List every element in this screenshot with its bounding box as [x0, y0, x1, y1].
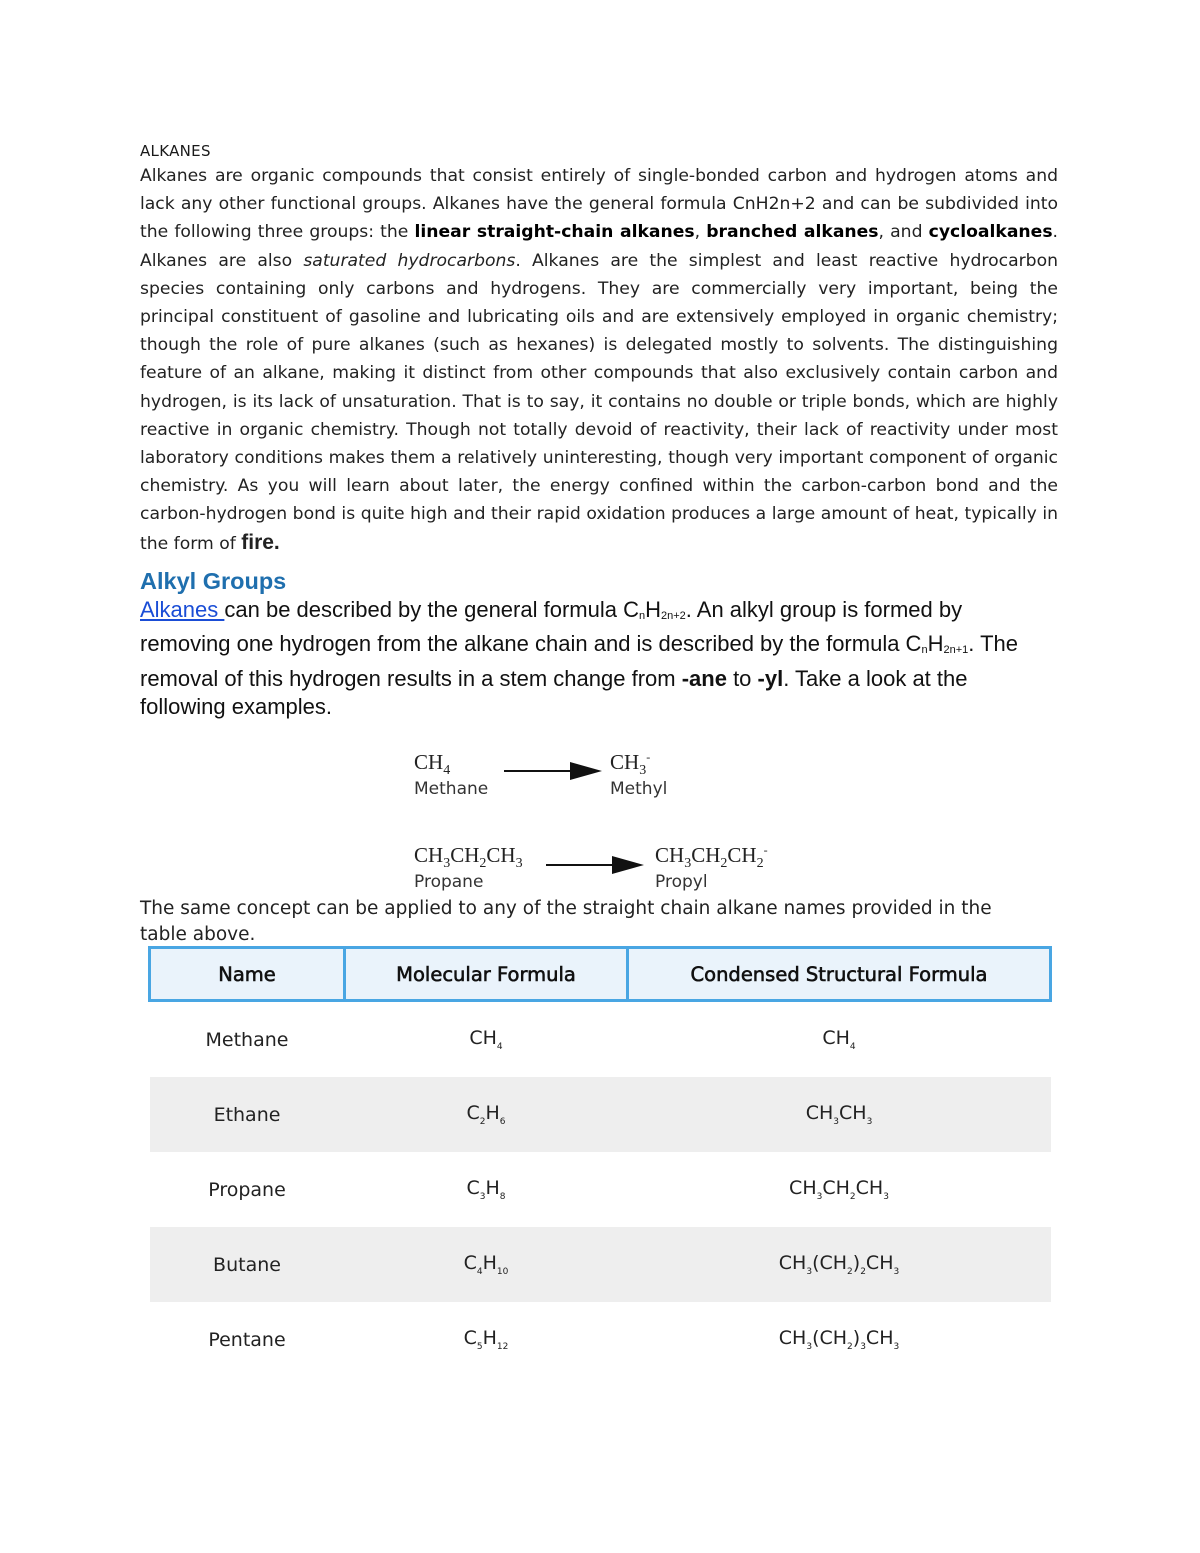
cell-name: Methane [205, 1028, 289, 1051]
alkanes-table [148, 946, 1052, 1377]
table-row [150, 1227, 1051, 1302]
table-row [150, 1001, 1051, 1078]
cell-molecular: $C_5H_{12}$ [463, 1327, 509, 1352]
document-body [140, 142, 1058, 722]
table-row [150, 1077, 1051, 1152]
methane-formula: $CH_4$ Methane [414, 750, 489, 800]
same-concept-paragraph: The same concept can be applied to any of the straight chain alkane names provided in the table above. [140, 898, 992, 945]
cell-molecular: $CH_4$ [469, 1027, 503, 1052]
cell-name: Propane [208, 1178, 286, 1201]
header-molecular-formula: Molecular Formula [345, 948, 628, 1001]
header-name: Name [150, 948, 345, 1001]
fire-word: fire. [241, 530, 280, 554]
cell-name: Ethane [150, 1077, 345, 1152]
cell-molecular: $C_3H_8$ [466, 1177, 506, 1202]
cell-condensed: $CH_3(CH_2)_2CH_3$ [628, 1227, 1051, 1302]
alkyl-groups-title: Alkyl Groups [140, 567, 287, 594]
cell-name: Butane [150, 1227, 345, 1302]
methyl-formula: $CH_3^-$ Methyl [610, 750, 668, 800]
table-header-row [150, 948, 1051, 1001]
propyl-formula: $CH_3CH_2CH_2^-$ Propyl [655, 843, 768, 893]
table-row [150, 1152, 1051, 1227]
alkyl-paragraph: Alkanes can be described by the general formula CnH2n+2. An alkyl group is formed by removing one hydrogen from the alkane chain and is described by the formula CnH2n+1. The removal of this hydrogen results in a stem change from -ane to -yl. Take a look at the following examples. [140, 596, 1018, 720]
bold-term: branched alkanes [706, 222, 879, 243]
intro-paragraph: Alkanes are organic compounds that consist entirely of single-bonded carbon and hydrogen atoms and lack any other functional groups. Alkanes have the general formula CnH2n+2 and can be subdivided into the following three groups: the linear straight-chain alkanes, branched alkanes, and cycloalkanes. Alkanes are also saturated hydrocarbons. Alkanes are the simplest and least reactive hydrocarbon species containing only carbons and hydrogens. They are commercially very important, being the principal constituent of gasoline and lubricating oils and are extensively employed in organic chemistry; though the role of pure alkanes (such as hexanes) is delegated mostly to solvents. The distinguishing feature of an alkane, making it distinct from other compounds that also exclusively contain carbon and hydrogen, is its lack of unsaturation. That is to say, it contains no double or triple bonds, which are highly reactive in organic chemistry. Though not totally devoid of reactivity, their lack of reactivity under most laboratory conditions makes them a relatively uninteresting, though very important component of organic chemistry. As you will learn about later, the energy confined within the carbon-carbon bond and the carbon-hydrogen bond is quite high and their rapid oxidation produces a large amount of heat, typically in the form of fire. [140, 166, 1059, 554]
alkanes-link[interactable]: Alkanes [140, 596, 225, 622]
table-row [150, 1302, 1051, 1377]
cell-condensed: $CH_4$ [822, 1027, 856, 1052]
bold-term: cycloalkanes [928, 222, 1053, 243]
cell-molecular: $C_4H_{10}$ [345, 1227, 628, 1302]
propane-formula: $CH_3CH_2CH_3$ Propane [414, 843, 523, 893]
italic-term: saturated hydrocarbons [303, 250, 516, 271]
cell-condensed: $CH_3(CH_2)_3CH_3$ [778, 1327, 900, 1352]
cell-name: Pentane [208, 1328, 286, 1351]
cell-condensed: $CH_3CH_2CH_3$ [789, 1177, 889, 1202]
cell-condensed: $CH_3CH_3$ [628, 1077, 1051, 1152]
reaction-arrow-icon [504, 760, 604, 784]
header-condensed-formula: Condensed Structural Formula [628, 948, 1051, 1001]
page-heading: ALKANES [140, 142, 211, 160]
reaction-arrow-icon [546, 854, 646, 878]
bold-term: linear straight-chain alkanes [414, 222, 695, 243]
cell-molecular: $C_2H_6$ [345, 1077, 628, 1152]
